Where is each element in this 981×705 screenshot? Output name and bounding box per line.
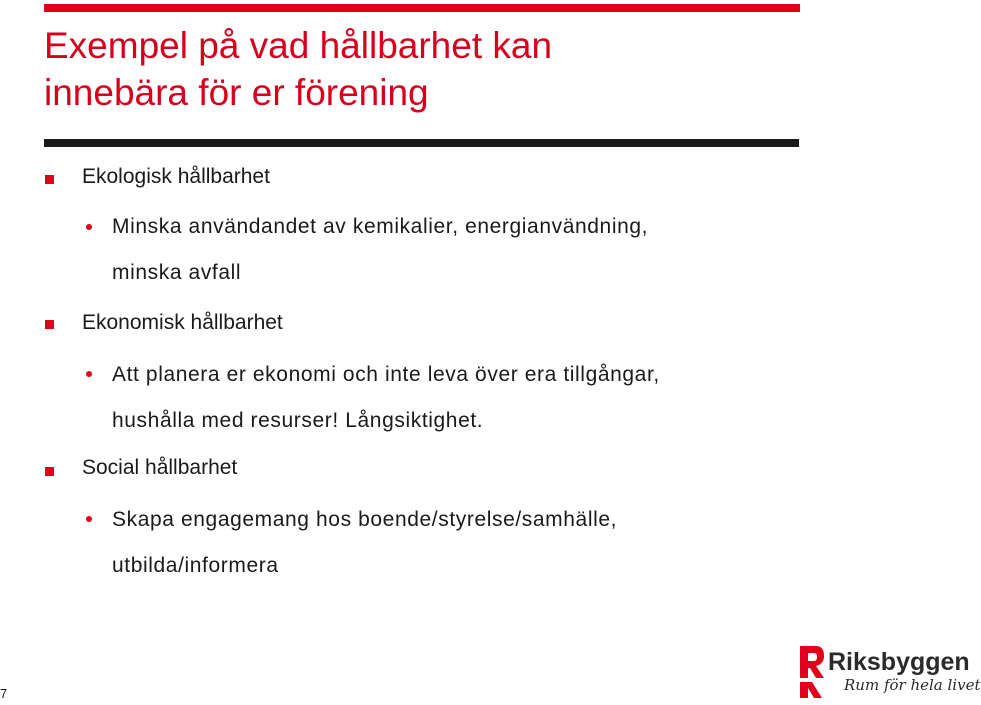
logo-tagline: Rum för hela livet (844, 676, 981, 694)
slide-title-line-1: Exempel på vad hållbarhet kan (44, 25, 553, 66)
item-detail-line-1: Att planera er ekonomi och inte leva över era tillgångar, (112, 363, 660, 386)
dot-bullet-icon (86, 224, 92, 230)
item-heading: Social hållbarhet (82, 456, 238, 479)
dot-bullet-icon (86, 516, 92, 522)
item-detail-line-1: Skapa engagemang hos boende/styrelse/samhälle, (112, 508, 618, 531)
square-bullet-icon (45, 467, 54, 476)
item-heading: Ekologisk hållbarhet (82, 165, 270, 188)
slide-title-line-2: innebära för er förening (44, 72, 429, 113)
slide-number: 7 (0, 686, 8, 701)
logo-wordmark: Riksbyggen (828, 648, 970, 676)
dot-bullet-icon (86, 371, 92, 377)
riksbyggen-logo (798, 642, 981, 702)
item-detail-line-2: hushålla med resurser! Långsiktighet. (112, 409, 484, 432)
riksbyggen-logo-mark-icon (798, 644, 826, 700)
square-bullet-icon (45, 175, 54, 184)
item-heading: Ekonomisk hållbarhet (82, 311, 283, 334)
item-detail (112, 352, 812, 444)
item-detail (112, 497, 812, 589)
item-detail (112, 204, 812, 296)
slide-title (44, 22, 784, 116)
item-detail-line-1: Minska användandet av kemikalier, energianvändning, (112, 215, 649, 238)
item-detail-line-2: utbilda/informera (112, 554, 279, 577)
top-accent-bar (44, 4, 800, 12)
title-divider (44, 139, 799, 147)
square-bullet-icon (45, 320, 54, 329)
item-detail-line-2: minska avfall (112, 261, 242, 284)
